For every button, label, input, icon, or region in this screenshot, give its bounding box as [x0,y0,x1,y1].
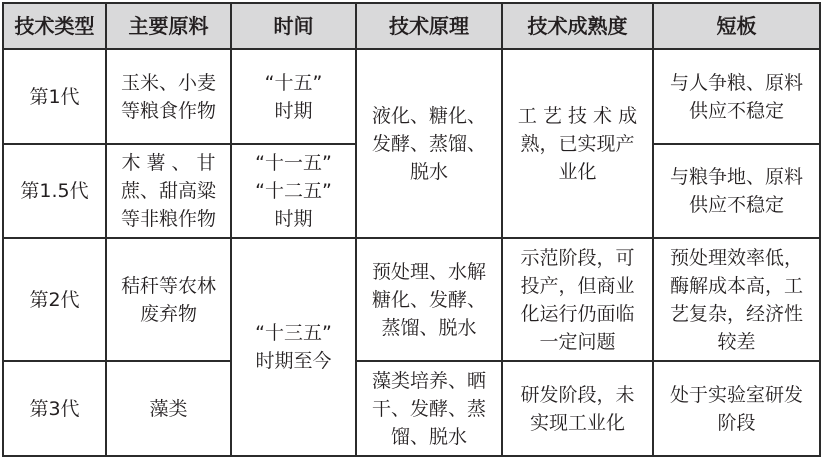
header-row [3,3,820,49]
cell-material: 藻类 [106,361,231,456]
cell-maturity: 工 艺 技 术 成 熟，已实现产 业化 [502,49,653,238]
cell-type: 第3代 [3,361,106,456]
table-row [3,361,820,456]
header-tech-principle: 技术原理 [356,3,502,49]
table-row [3,238,820,361]
cell-material: 玉米、小麦 等粮食作物 [106,49,231,144]
table-row [3,49,820,144]
header-weakness: 短板 [653,3,820,49]
cell-principle: 预处理、水解 糖化、发酵、 蒸馏、脱水 [356,238,502,361]
header-tech-type: 技术类型 [3,3,106,49]
cell-principle: 液化、糖化、 发酵、蒸馏、 脱水 [356,49,502,238]
bioethanol-tech-table [2,2,821,457]
cell-type: 第1代 [3,49,106,144]
cell-maturity: 研发阶段，未 实现工业化 [502,361,653,456]
cell-weakness: 与人争粮、原料 供应不稳定 [653,49,820,144]
header-main-material: 主要原料 [106,3,231,49]
cell-maturity: 示范阶段，可 投产，但商业 化运行仍面临 一定问题 [502,238,653,361]
cell-weakness: 预处理效率低， 酶解成本高，工 艺复杂，经济性 较差 [653,238,820,361]
header-tech-maturity: 技术成熟度 [502,3,653,49]
cell-weakness: 与粮争地、原料 供应不稳定 [653,144,820,238]
cell-time: “十三五” 时期至今 [231,238,356,456]
cell-principle: 藻类培养、晒 干、发酵、蒸 馏、脱水 [356,361,502,456]
header-time: 时间 [231,3,356,49]
cell-material: 木 薯 、 甘 蔗、甜高粱 等非粮作物 [106,144,231,238]
cell-type: 第2代 [3,238,106,361]
cell-weakness: 处于实验室研发 阶段 [653,361,820,456]
cell-type: 第1.5代 [3,144,106,238]
cell-material: 秸秆等农林 废弃物 [106,238,231,361]
cell-time: “十一五” “十二五” 时期 [231,144,356,238]
cell-time: “十五” 时期 [231,49,356,144]
